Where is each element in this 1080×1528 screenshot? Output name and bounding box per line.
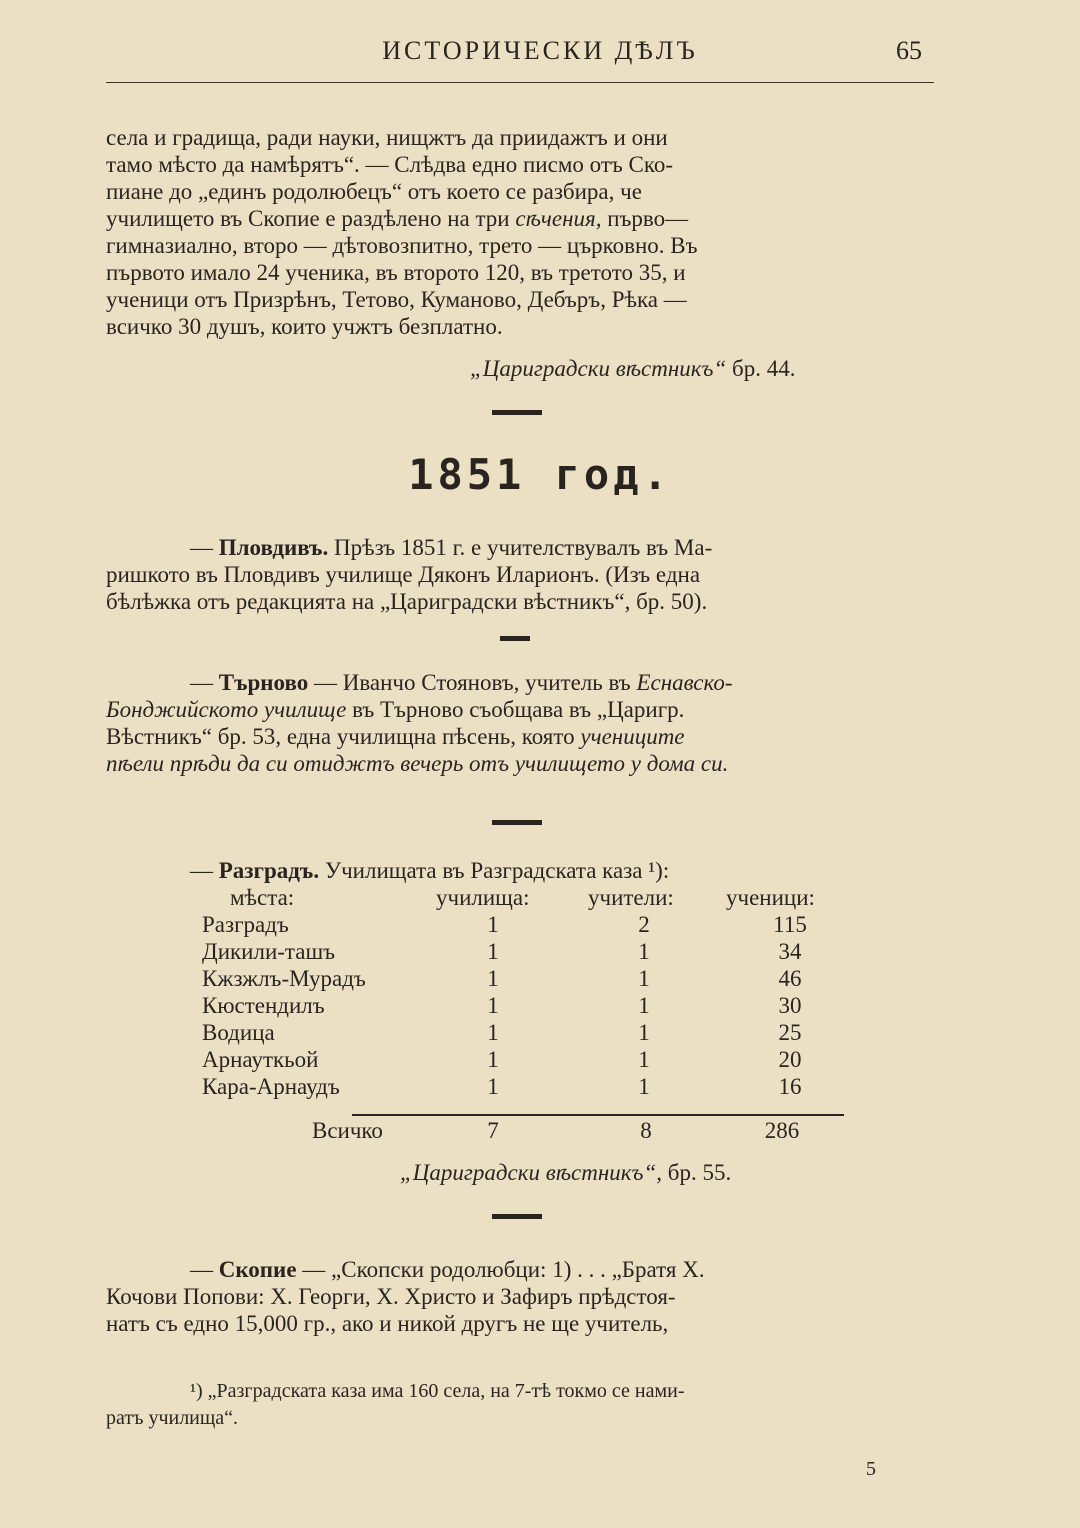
cell-teachers: 1 <box>638 966 650 991</box>
place-name: Скопие <box>218 1257 297 1282</box>
text-span: Училищата въ Разградската каза <box>319 858 649 883</box>
section-divider <box>500 636 530 641</box>
total-label: Всичко <box>312 1118 383 1143</box>
citation-source: „Цариградски вѣстникъ“ <box>470 356 727 381</box>
text-line: гимназиално, второ — дѣтовозпитно, трето — църковно. Въ <box>106 233 698 258</box>
cell-place: Водица <box>202 1020 275 1045</box>
tarnovo-entry <box>106 669 928 777</box>
cell-teachers: 1 <box>638 993 650 1018</box>
col-place: мѣста: <box>230 885 295 910</box>
cell-schools: 1 <box>487 966 499 991</box>
total-schools: 7 <box>487 1118 499 1143</box>
running-head <box>0 36 1080 72</box>
text-line: — Скопие — „Скопски родолюбци: 1) . . . „Братя Х. <box>190 1257 705 1282</box>
section-divider <box>492 1214 542 1219</box>
cell-place: Кжзжлъ-Мурадъ <box>202 966 366 991</box>
cell-pupils: 20 <box>778 1047 802 1072</box>
col-schools: училища: <box>436 885 530 910</box>
table-row <box>0 1020 1080 1047</box>
table-row <box>0 1047 1080 1074</box>
text-line: първото имало 24 ученика, въ второто 120, въ третото 35, и <box>106 260 686 285</box>
skopie-entry <box>106 1256 928 1337</box>
running-head-title: ИСТОРИЧЕСКИ ДѢЛЪ <box>382 36 698 65</box>
table-total-rule <box>352 1114 844 1116</box>
total-teachers: 8 <box>640 1118 652 1143</box>
footnote-line: ¹) „Разградската каза има 160 села, на 7-тѣ токмо се нами- <box>190 1380 685 1402</box>
italic-term: Еснавско- <box>636 670 733 695</box>
table-row <box>0 939 1080 966</box>
table-row <box>0 993 1080 1020</box>
place-name: Пловдивъ. <box>218 535 329 560</box>
footnote <box>106 1378 928 1432</box>
table-row <box>0 912 1080 939</box>
cell-pupils: 25 <box>778 1020 802 1045</box>
cell-place: Кара-Арнаудъ <box>202 1074 340 1099</box>
cell-teachers: 1 <box>638 939 650 964</box>
cell-teachers: 1 <box>638 1074 650 1099</box>
table-header <box>0 885 1080 912</box>
footnote-line: ратъ училища“. <box>106 1407 239 1429</box>
text-line: всичко 30 душъ, които учжтъ безплатно. <box>106 314 503 339</box>
text-line: бѣлѣжка отъ редакцията на „Цариградски вѣстникъ“, бр. 50). <box>106 589 708 614</box>
total-pupils: 286 <box>764 1118 800 1143</box>
italic-term: учениците <box>580 724 685 749</box>
year-heading: 1851 год. <box>408 450 672 499</box>
cell-schools: 1 <box>487 1020 499 1045</box>
text-span: — <box>190 858 219 883</box>
plovdiv-entry <box>106 534 928 615</box>
text-line <box>106 696 928 723</box>
text-span: — Иванчо Стояновъ, учитель въ <box>308 670 637 695</box>
skopie-letter-paragraph <box>106 124 928 340</box>
cell-schools: 1 <box>487 1047 499 1072</box>
text-span: — „Скопски родолюбци: 1) . . . „Братя Х. <box>296 1257 705 1282</box>
text-line: натъ съ едно 15,000 гр., ако и никой другъ не ще учитель, <box>106 1311 669 1336</box>
cell-teachers: 2 <box>638 912 650 937</box>
citation-issue: бр. 55. <box>667 1160 732 1185</box>
cell-pupils: 34 <box>778 939 802 964</box>
cell-place: Дикили-ташъ <box>202 939 336 964</box>
citation-tsarigradski-55 <box>400 1160 731 1186</box>
italic-term: пѣели прѣди да си отиджтъ вечерь отъ училището у дома си. <box>106 751 729 776</box>
place-name: Разградъ. <box>218 858 320 883</box>
cell-place: Разградъ <box>202 912 289 937</box>
header-rule <box>106 82 934 83</box>
text-span: Прѣзъ 1851 г. е учителствувалъ въ Ма- <box>328 535 713 560</box>
text-span: първо— <box>601 206 689 231</box>
cell-schools: 1 <box>487 1074 499 1099</box>
signature-mark: 5 <box>866 1458 876 1480</box>
page-number: 65 <box>896 36 922 65</box>
text-line: Кочови Попови: Х. Георги, Х. Христо и Зафиръ прѣдстоя- <box>106 1284 676 1309</box>
text-line: ученици отъ Призрѣнъ, Тетово, Куманово, Дебъръ, Рѣка — <box>106 287 687 312</box>
text-line <box>106 750 928 777</box>
text-line: села и градища, ради науки, нищжтъ да приидажтъ и они <box>106 125 668 150</box>
citation-tsarigradski-44 <box>470 356 795 382</box>
text-span: училището въ Скопие е раздѣлено на три <box>106 206 516 231</box>
cell-place: Арнауткьой <box>202 1047 319 1072</box>
citation-source: „Цариградски вѣстникъ“, <box>400 1160 663 1185</box>
col-teachers: учители: <box>588 885 674 910</box>
text-line <box>106 723 928 750</box>
text-line: — Пловдивъ. Прѣзъ 1851 г. е учителствувалъ въ Ма- <box>190 535 713 560</box>
cell-pupils: 46 <box>778 966 802 991</box>
place-name: Търново <box>218 670 309 695</box>
italic-term: сѣчения, <box>515 206 602 231</box>
cell-pupils: 30 <box>778 993 802 1018</box>
cell-schools: 1 <box>487 912 499 937</box>
cell-place: Кюстендилъ <box>202 993 325 1018</box>
citation-issue: бр. 44. <box>732 356 796 381</box>
text-span: въ Търново съобщава въ „Царигр. <box>346 697 685 722</box>
text-line <box>106 205 928 232</box>
cell-pupils: 115 <box>773 912 807 937</box>
italic-term: Бонджийското училище <box>106 697 347 722</box>
footnote-ref: ¹): <box>648 858 670 883</box>
text-line: ришкото въ Пловдивъ училище Дяконъ Иларионъ. (Изъ една <box>106 562 701 587</box>
cell-pupils: 16 <box>778 1074 802 1099</box>
section-divider <box>492 820 542 825</box>
razgrad-intro <box>190 858 890 885</box>
section-divider <box>492 410 542 415</box>
cell-schools: 1 <box>487 993 499 1018</box>
cell-schools: 1 <box>487 939 499 964</box>
table-row <box>0 966 1080 993</box>
cell-teachers: 1 <box>638 1047 650 1072</box>
text-line: пиане до „единъ родолюбецъ“ отъ което се разбира, че <box>106 179 642 204</box>
text-span: Вѣстникъ“ бр. 53, една училищна пѣсень, която <box>106 724 581 749</box>
table-total-row <box>0 1118 1080 1145</box>
col-pupils: ученици: <box>726 885 815 910</box>
text-line: — Търново — Иванчо Стояновъ, учитель въ Еснавско- <box>190 670 733 695</box>
table-row <box>0 1074 1080 1101</box>
cell-teachers: 1 <box>638 1020 650 1045</box>
text-line: тамо мѣсто да намѣрятъ“. — Слѣдва едно писмо отъ Ско- <box>106 152 674 177</box>
